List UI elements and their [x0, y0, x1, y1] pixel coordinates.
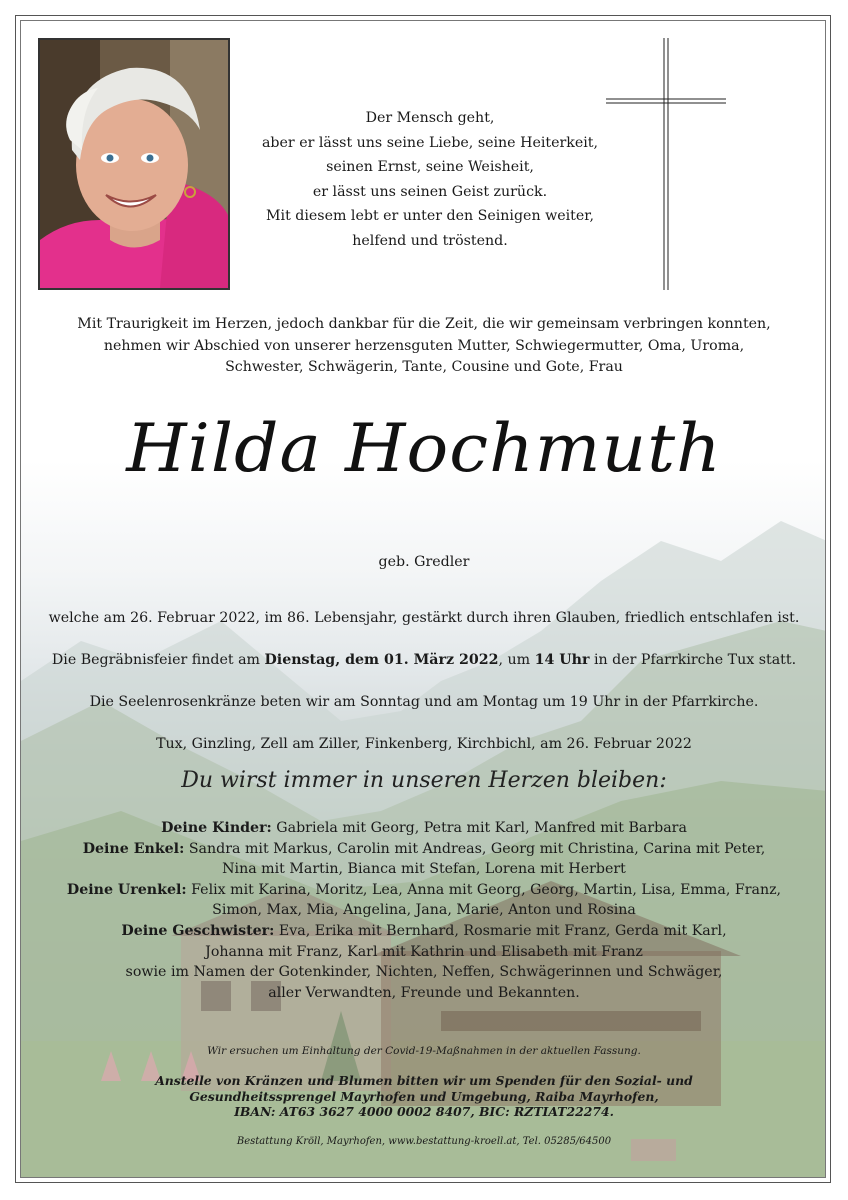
- family-row-geschwister: [60, 921, 788, 942]
- family-names: Sandra mit Markus, Carolin mit Andreas, Georg mit Christina, Carina mit Peter,: [184, 840, 766, 857]
- deceased-name: Hilda Hochmuth: [126, 410, 722, 487]
- family-label: Deine Enkel:: [82, 840, 185, 857]
- funeral-home-footer: Bestattung Kröll, Mayrhofen, www.bestattung-kroell.at, Tel. 05285/64500: [236, 1136, 612, 1147]
- family-names: Simon, Max, Mia, Angelina, Jana, Marie, Anton und Rosina: [212, 902, 636, 919]
- place-date: Tux, Ginzling, Zell am Ziller, Finkenberg, Kirchbichl, am 26. Februar 2022: [156, 736, 692, 752]
- motto: Du wirst immer in unseren Herzen bleiben:: [181, 768, 667, 793]
- intro-line: Schwester, Schwägerin, Tante, Cousine und Gote, Frau: [225, 359, 623, 375]
- poem-line: Der Mensch geht,: [365, 110, 495, 126]
- poem-line: seinen Ernst, seine Weisheit,: [326, 159, 534, 175]
- poem-line: er lässt uns seinen Geist zurück.: [312, 183, 548, 200]
- donation-line: Anstelle von Kränzen und Blumen bitten wir um Spenden für den Sozial- und: [155, 1073, 693, 1088]
- portrait-illustration: [40, 40, 228, 288]
- funeral-notice: [40, 652, 808, 668]
- family-others: aller Verwandten, Freunde und Bekannten.: [268, 984, 580, 1001]
- rosary-notice: Die Seelenrosenkränze beten wir am Sonntag und am Montag um 19 Uhr in der Pfarrkirche.: [89, 694, 759, 710]
- family-row-enkel: [60, 839, 788, 860]
- intro-line: Mit Traurigkeit im Herzen, jedoch dankbar für die Zeit, die wir gemeinsam verbringen konnten,: [77, 316, 771, 332]
- family-row-kinder: [60, 818, 788, 839]
- family-names: Nina mit Martin, Bianca mit Stefan, Lorena mit Herbert: [222, 861, 626, 878]
- intro-text: [40, 314, 808, 379]
- family-row-urenkel: [60, 880, 788, 901]
- funeral-text: Die Begräbnisfeier findet am: [51, 652, 265, 668]
- funeral-day: Dienstag, dem 01. März 2022: [264, 652, 499, 668]
- maiden-name: geb. Gredler: [378, 554, 470, 570]
- death-notice: welche am 26. Februar 2022, im 86. Lebensjahr, gestärkt durch ihren Glauben, friedlich entschlafen ist.: [48, 610, 800, 626]
- intro-line: nehmen wir Abschied von unserer herzensguten Mutter, Schwiegermutter, Oma, Uroma,: [103, 337, 745, 354]
- poem-line: helfend und tröstend.: [352, 232, 508, 249]
- family-names: Felix mit Karina, Moritz, Lea, Anna mit Georg, Georg, Martin, Lisa, Emma, Franz,: [186, 881, 782, 898]
- covid-note: Wir ersuchen um Einhaltung der Covid-19-Maßnahmen in der aktuellen Fassung.: [207, 1045, 641, 1057]
- donation-line: Gesundheitssprengel Mayrhofen und Umgebung, Raiba Mayrhofen,: [189, 1088, 659, 1104]
- portrait-photo: [38, 38, 230, 290]
- funeral-time: 14 Uhr: [534, 652, 590, 668]
- family-label: Deine Kinder:: [161, 820, 272, 836]
- poem: [250, 106, 610, 253]
- family-list: [60, 818, 788, 1003]
- donation-line: IBAN: AT63 3627 4000 0002 8407, BIC: RZTIAT22274.: [234, 1104, 614, 1119]
- donation-request: [40, 1073, 808, 1120]
- poem-line: Mit diesem lebt er unter den Seinigen weiter,: [266, 208, 594, 224]
- family-names: Johanna mit Franz, Karl mit Kathrin und Elisabeth mit Franz: [205, 943, 643, 960]
- family-label: Deine Urenkel:: [66, 881, 187, 898]
- poem-line: aber er lässt uns seine Liebe, seine Heiterkeit,: [261, 134, 599, 151]
- funeral-text: in der Pfarrkirche Tux statt.: [589, 652, 797, 668]
- family-names: Gabriela mit Georg, Petra mit Karl, Manfred mit Barbara: [271, 820, 687, 836]
- family-names: Eva, Erika mit Bernhard, Rosmarie mit Franz, Gerda mit Karl,: [274, 922, 727, 939]
- cross-icon: [606, 38, 728, 293]
- family-others: sowie im Namen der Gotenkinder, Nichten, Neffen, Schwägerinnen und Schwäger,: [125, 964, 723, 981]
- family-label: Deine Geschwister:: [121, 922, 275, 939]
- funeral-text: , um: [498, 652, 535, 668]
